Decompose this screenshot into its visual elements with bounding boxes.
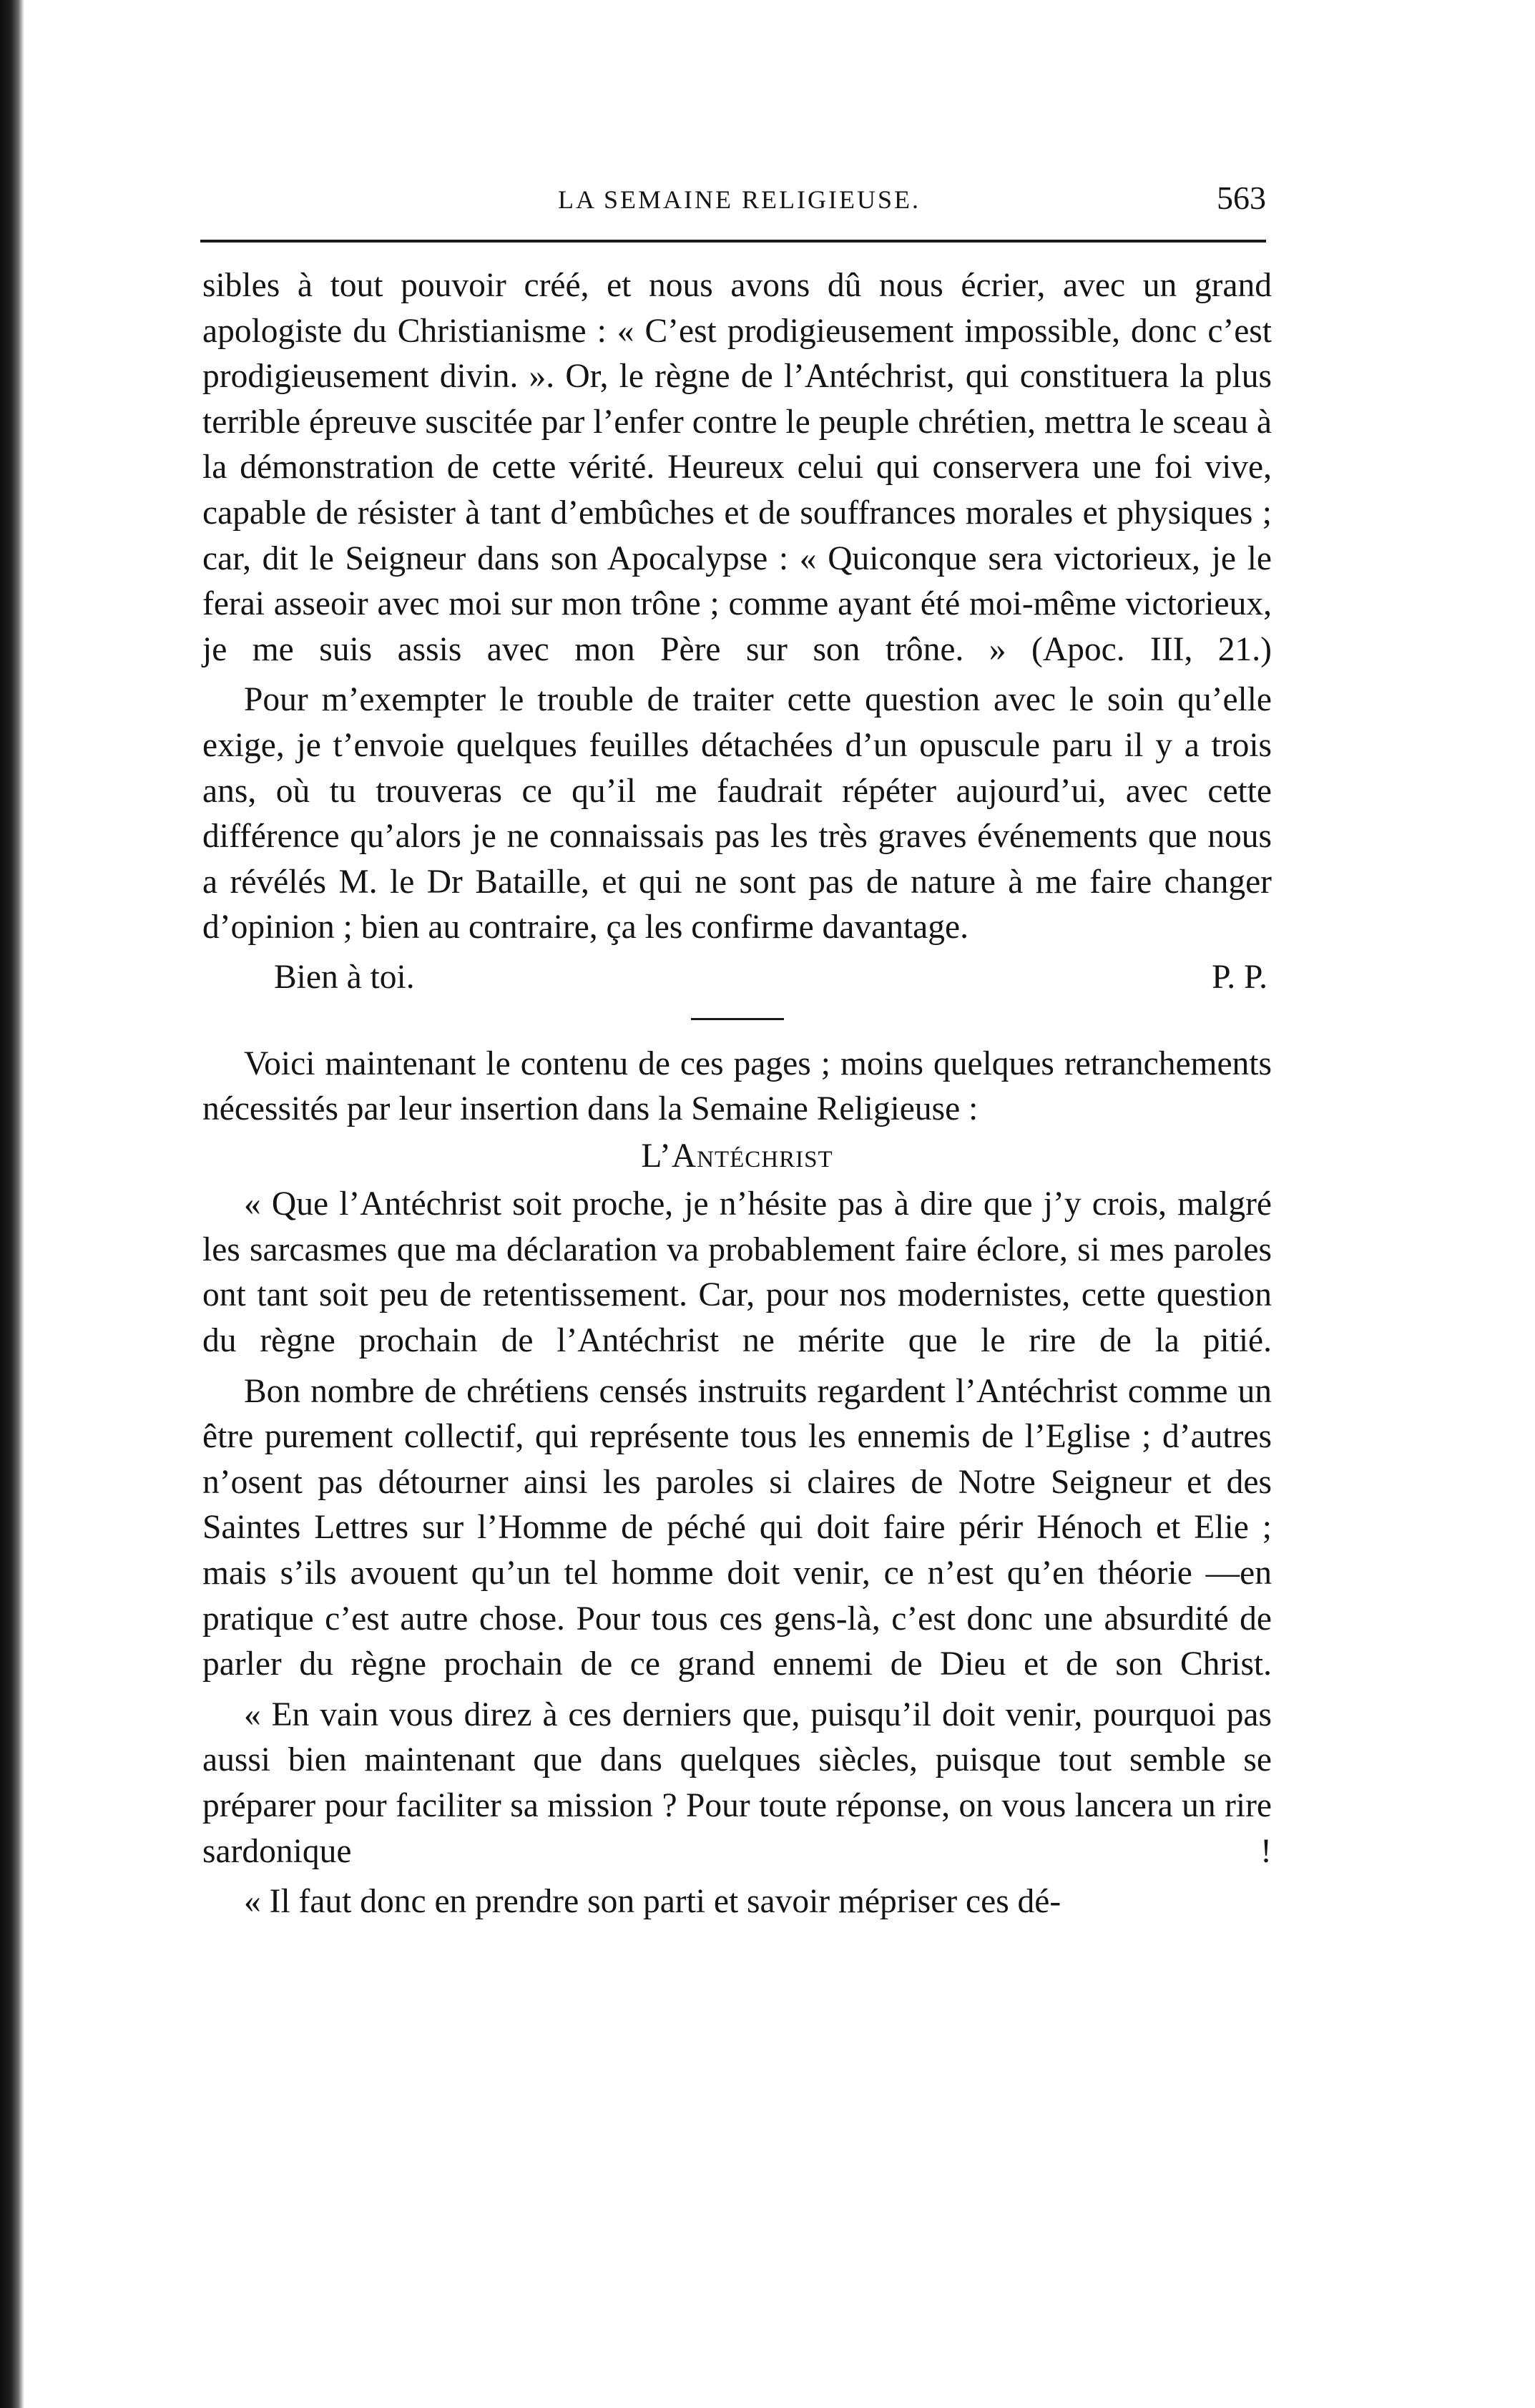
paragraph-letter: Pour m’exempter le trouble de traiter cette question avec le soin qu’elle exige, je t’envoie quelques feuilles détachées d’un opuscule paru il y a trois ans, où tu trouveras ce qu’il me faudrait répéter aujourd’ui, avec cette différence qu’alors je ne connaissais pas les très graves événements que nous a révélés M. le Dr Bataille, et qui ne sont pas de nature à me faire changer d’opinion ; bien au contraire, ça les confirme davantage.	[202, 681, 1272, 946]
section-separator	[691, 1018, 784, 1020]
paragraph-antichrist-2: Bon nombre de chrétiens censés instruits regardent l’Antéchrist comme un être purement collectif, qui représente tous les ennemis de l’Eglise ; d’autres n’osent pas détourner ainsi les paroles si claires de Notre Seigneur et des Saintes Lettres sur l’Homme de péché qui doit faire périr Hénoch et Elie ; mais s’ils avouent qu’un tel homme doit venir, ce n’est qu’en théorie —en pratique c’est autre chose. Pour tous ces gens-là, c’est donc une absurdité de parler du règne prochain de ce grand ennemi de Dieu et de son Christ.	[202, 1372, 1272, 1683]
binding-edge	[0, 0, 24, 2408]
running-title: LA SEMAINE RELIGIEUSE.	[558, 185, 921, 214]
paragraph-antichrist-3: « En vain vous direz à ces derniers que, puisqu’il doit venir, pourquoi pas aussi bien maintenant que dans quelques siècles, puisque tout semble se préparer pour faciliter sa mission ? Pour toute réponse, on vous lancera un rire sardonique !	[202, 1695, 1272, 1870]
section-title: L’Antéchrist	[641, 1137, 833, 1175]
page-number: 563	[1217, 180, 1266, 216]
signoff-greeting: Bien à toi.	[274, 958, 415, 996]
paragraph-intro: Voici maintenant le contenu de ces pages ; moins quelques retranchements nécessités par leur insertion dans la Semaine Religieuse :	[202, 1044, 1272, 1128]
page-body	[202, 263, 1272, 1925]
paragraph-antichrist-4: « Il faut donc en prendre son parti et savoir mépriser ces dé-	[244, 1883, 1061, 1921]
paragraph-antichrist-1: « Que l’Antéchrist soit proche, je n’hésite pas à dire que j’y crois, malgré les sarcasmes que ma déclaration va probablement faire éclore, si mes paroles ont tant soit peu de retentissement. Car, pour nos modernistes, cette question du règne prochain de l’Antéchrist ne mérite que le rire de la pitié.	[202, 1185, 1272, 1360]
paragraph-continuation: sibles à tout pouvoir créé, et nous avons dû nous écrier, avec un grand apologiste du Christianisme : « C’est prodigieusement impossible, donc c’est prodigieusement divin. ». Or, le règne de l’Antéchrist, qui constituera la plus terrible épreuve suscitée par l’enfer contre le peuple chrétien, mettra le sceau à la démonstration de cette vérité. Heureux celui qui conservera une foi vive, capable de résister à tant d’embûches et de souffrances morales et physiques ; car, dit le Seigneur dans son Apocalypse : « Quiconque sera victorieux, je le ferai asseoir avec moi sur mon trône ; comme ayant été moi-même victorieux, je me suis assis avec mon Père sur son trône. » (Apoc. III, 21.)	[202, 267, 1272, 668]
header-rule	[200, 240, 1266, 243]
page-header	[207, 179, 1266, 222]
signoff	[202, 955, 1272, 1001]
signoff-initials: P. P.	[1212, 958, 1267, 996]
